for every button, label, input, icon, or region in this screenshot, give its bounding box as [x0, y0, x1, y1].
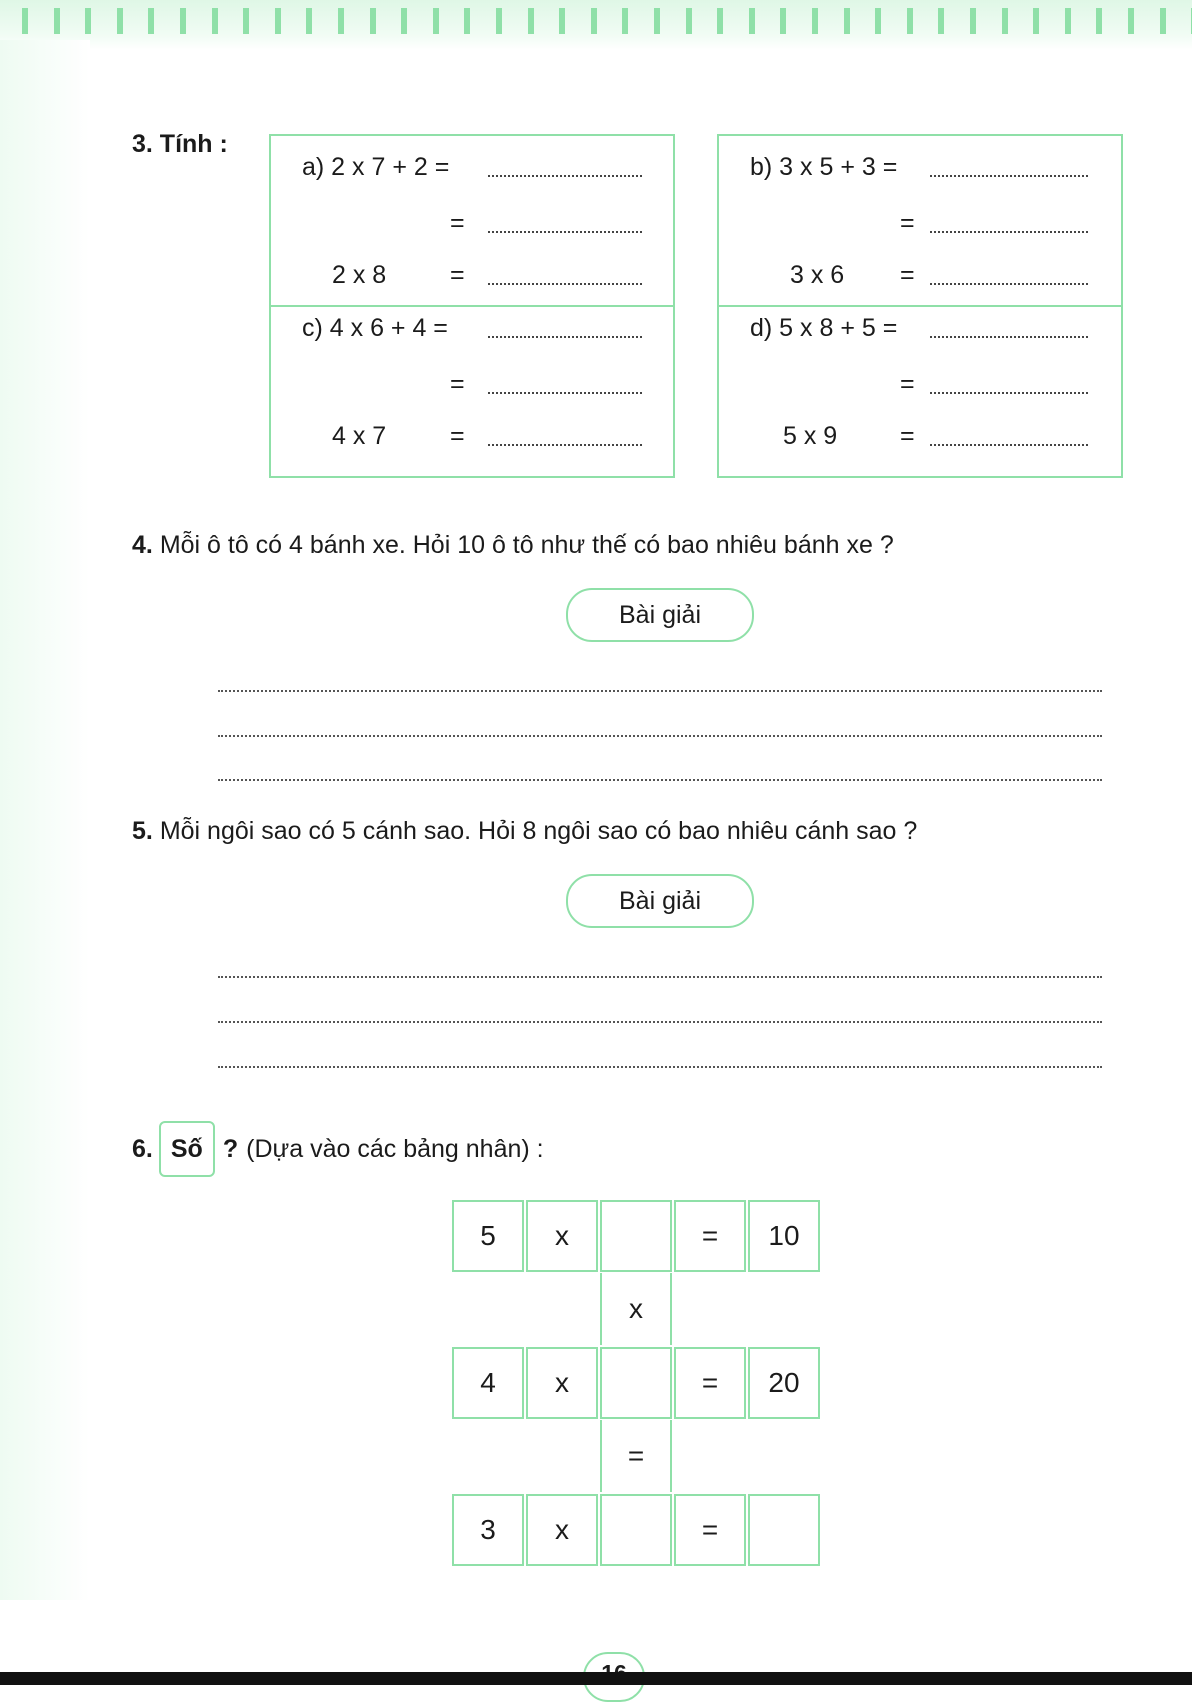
decorative-tick [117, 8, 123, 34]
so-box: Số [159, 1121, 215, 1177]
exercise-4-solution-label: Bài giải [566, 588, 754, 642]
decorative-tick [464, 8, 470, 34]
bottom-strip [0, 1672, 1192, 1685]
part-a-answer-line-3[interactable] [488, 283, 642, 285]
left-decorative-edge [0, 40, 90, 1600]
grid-row-3-equals-sign: = [674, 1494, 746, 1566]
decorative-tick [243, 8, 249, 34]
decorative-tick [338, 8, 344, 34]
decorative-tick [275, 8, 281, 34]
decorative-tick [938, 8, 944, 34]
decorative-tick [1065, 8, 1071, 34]
decorative-tick [1096, 8, 1102, 34]
decorative-tick [22, 8, 28, 34]
part-b-equals-2: = [900, 261, 915, 289]
grid-row-3-blank[interactable] [600, 1494, 672, 1566]
decorative-tick [622, 8, 628, 34]
part-b-answer-line-2[interactable] [930, 231, 1088, 233]
exercise-5-answer-line-3[interactable] [218, 1066, 1102, 1068]
exercise-6-instruction: (Dựa vào các bảng nhân) : [246, 1134, 544, 1163]
grid-row-2-times-sign: x [526, 1347, 598, 1419]
grid-row-3-factor: 3 [452, 1494, 524, 1566]
decorative-tick [85, 8, 91, 34]
decorative-tick [54, 8, 60, 34]
exercise-4-answer-line-3[interactable] [218, 779, 1102, 781]
part-b-answer-line-1[interactable] [930, 175, 1088, 177]
grid-row-2-result: 20 [748, 1347, 820, 1419]
exercise-4-text: Mỗi ô tô có 4 bánh xe. Hỏi 10 ô tô như thế có bao nhiêu bánh xe ? [159, 531, 894, 559]
grid-row-1-factor: 5 [452, 1200, 524, 1272]
decorative-tick [148, 8, 154, 34]
exercise-5-solution-label: Bài giải [566, 874, 754, 928]
part-a-expression: a) 2 x 7 + 2 = [302, 153, 450, 181]
exercise-5-text: Mỗi ngôi sao có 5 cánh sao. Hỏi 8 ngôi sao có bao nhiêu cánh sao ? [159, 817, 918, 845]
decorative-tick [686, 8, 692, 34]
decorative-tick [559, 8, 565, 34]
grid-row-3-result[interactable] [748, 1494, 820, 1566]
part-c-equals: = [450, 370, 465, 398]
exercise-3-left-divider [269, 305, 673, 307]
decorative-tick [370, 8, 376, 34]
part-c-expression: c) 4 x 6 + 4 = [302, 314, 448, 342]
part-d-product: 5 x 9 [783, 422, 838, 450]
part-d-equals: = [900, 370, 915, 398]
part-a-equals-2: = [450, 261, 465, 289]
part-a-product: 2 x 8 [332, 261, 387, 289]
decorative-tick [1033, 8, 1039, 34]
grid-row-3-times-sign: x [526, 1494, 598, 1566]
decorative-tick [749, 8, 755, 34]
exercise-3-label: 3. Tính : [132, 130, 228, 158]
exercise-4-answer-line-2[interactable] [218, 735, 1102, 737]
decorative-tick [180, 8, 186, 34]
decorative-tick [780, 8, 786, 34]
decorative-tick [654, 8, 660, 34]
decorative-tick [1002, 8, 1008, 34]
part-b-expression: b) 3 x 5 + 3 = [750, 153, 898, 181]
part-a-answer-line-1[interactable] [488, 175, 642, 177]
decorative-tick [591, 8, 597, 34]
part-a-answer-line-2[interactable] [488, 231, 642, 233]
part-d-equals-2: = [900, 422, 915, 450]
part-c-answer-line-2[interactable] [488, 392, 642, 394]
exercise-5-number: 5. [132, 817, 153, 845]
decorative-tick [1160, 8, 1166, 34]
decorative-tick [717, 8, 723, 34]
part-d-answer-line-2[interactable] [930, 392, 1088, 394]
grid-row-1-times-sign: x [526, 1200, 598, 1272]
part-b-equals: = [900, 209, 915, 237]
exercise-6-question [132, 1124, 544, 1174]
decorative-tick [1128, 8, 1134, 34]
part-c-answer-line-3[interactable] [488, 444, 642, 446]
decorative-tick [528, 8, 534, 34]
part-b-product: 3 x 6 [790, 261, 845, 289]
decorative-tick [306, 8, 312, 34]
decorative-tick [212, 8, 218, 34]
part-c-product: 4 x 7 [332, 422, 387, 450]
decorative-tick [970, 8, 976, 34]
decorative-tick [844, 8, 850, 34]
grid-row-2-factor: 4 [452, 1347, 524, 1419]
part-d-answer-line-1[interactable] [930, 336, 1088, 338]
grid-row-2-blank[interactable] [600, 1347, 672, 1419]
grid-row-1-result: 10 [748, 1200, 820, 1272]
decorative-tick [907, 8, 913, 34]
decorative-tick [812, 8, 818, 34]
decorative-tick [433, 8, 439, 34]
exercise-4-answer-line-1[interactable] [218, 690, 1102, 692]
connector-equals: = [600, 1420, 672, 1492]
part-d-expression: d) 5 x 8 + 5 = [750, 314, 898, 342]
part-c-equals-2: = [450, 422, 465, 450]
exercise-4-number: 4. [132, 531, 153, 559]
grid-row-1-blank[interactable] [600, 1200, 672, 1272]
exercise-5-question [132, 817, 917, 846]
decorative-tick [401, 8, 407, 34]
part-b-answer-line-3[interactable] [930, 283, 1088, 285]
exercise-5-answer-line-2[interactable] [218, 1021, 1102, 1023]
part-d-answer-line-3[interactable] [930, 444, 1088, 446]
grid-row-1-equals-sign: = [674, 1200, 746, 1272]
question-mark: ? [222, 1134, 239, 1163]
part-c-answer-line-1[interactable] [488, 336, 642, 338]
decorative-tick [496, 8, 502, 34]
part-a-equals: = [450, 209, 465, 237]
exercise-4-question [132, 531, 894, 560]
connector-times: x [600, 1273, 672, 1345]
grid-row-2-equals-sign: = [674, 1347, 746, 1419]
exercise-6-number: 6. [132, 1134, 153, 1163]
decorative-tick [875, 8, 881, 34]
exercise-3-right-divider [717, 305, 1121, 307]
exercise-5-answer-line-1[interactable] [218, 976, 1102, 978]
